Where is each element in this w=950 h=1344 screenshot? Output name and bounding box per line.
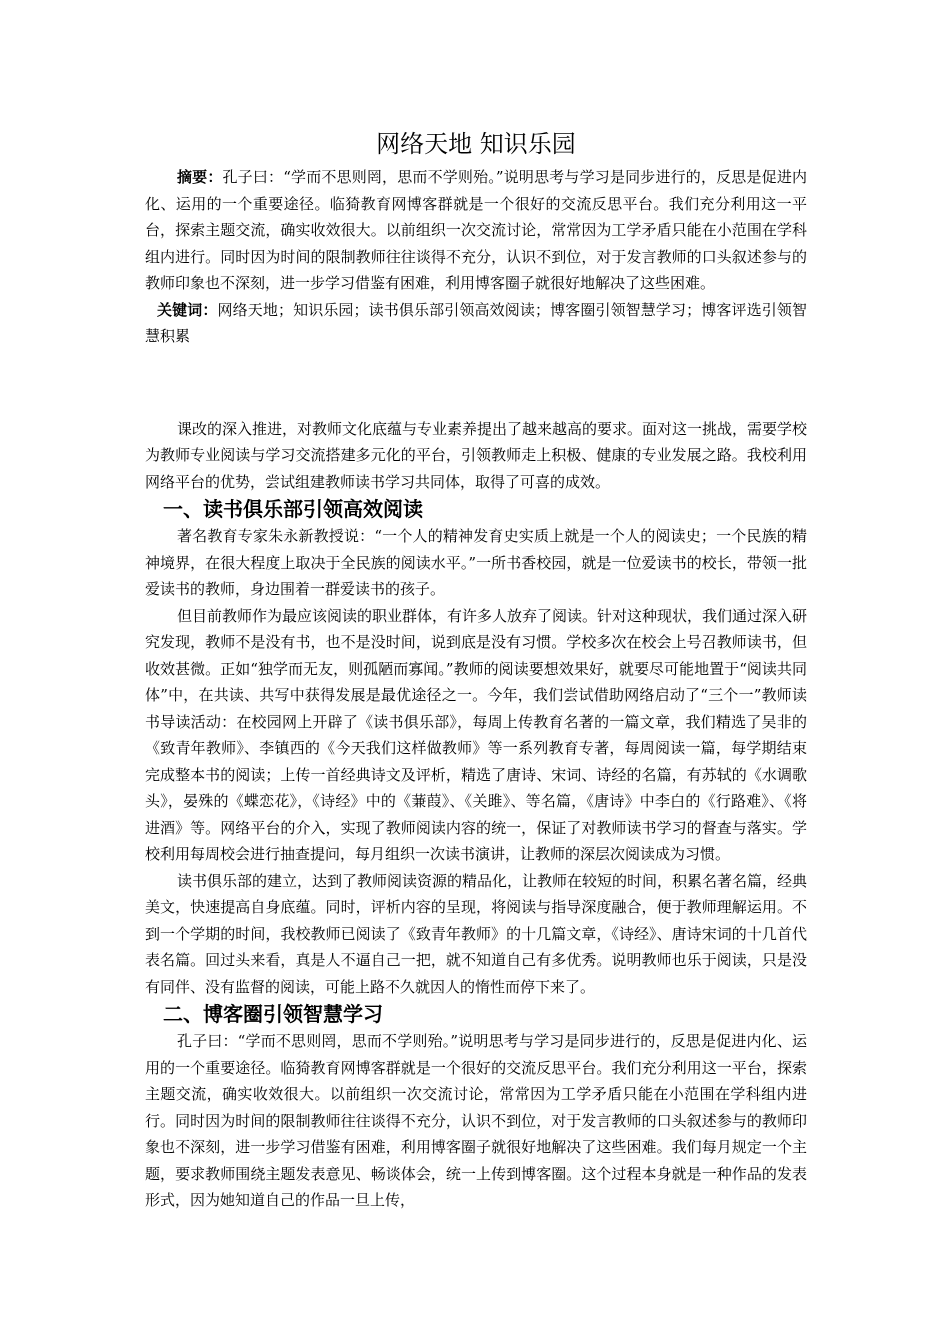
section-2-heading: 二、博客圈引领智慧学习 <box>163 1002 383 1026</box>
keywords-text: 网络天地；知识乐园；读书俱乐部引领高效阅读；博客圈引领智慧学习；博客评选引领智慧积累 <box>145 300 807 345</box>
keywords-paragraph <box>145 297 807 350</box>
spacer <box>145 350 807 416</box>
abstract-label: 摘要： <box>177 168 223 186</box>
abstract-paragraph <box>145 164 807 297</box>
keywords-label: 关键词： <box>157 300 218 319</box>
section-1-paragraph-3: 读书俱乐部的建立，达到了教师阅读资源的精品化，让教师在较短的时间，积累名著名篇，经典美文，快速提高自身底蕴。同时，评析内容的呈现，将阅读与指导深度融合，便于教师理解运用。不到一个学期的时间，我校教师已阅读了《致青年教师》的十几篇文章，《诗经》、唐诗宋词的十几首代表名篇。回过头来看，真是人不逼自己一把，就不知道自己有多优秀。说明教师也乐于阅读，只是没有同伴、没有监督的阅读，可能上路不久就因人的惰性而停下来了。 <box>145 871 808 996</box>
intro-paragraph: 课改的深入推进，对教师文化底蕴与专业素养提出了越来越高的要求。面对这一挑战，需要学校为教师专业阅读与学习交流搭建多元化的平台，引领教师走上积极、健康的专业发展之路。我校利用网络平台的优势，尝试组建教师读书学习共同体，取得了可喜的成效。 <box>145 419 808 491</box>
document-title: 网络天地 知识乐园 <box>376 130 576 158</box>
abstract-text: 孔子曰：“学而不思则罔，思而不学则殆。”说明思考与学习是同步进行的，反思是促进内化、运用的一个重要途径。临猗教育网博客群就是一个很好的交流反思平台。我们充分利用这一平台，探索主题交流，确实收效很大。以前组织一次交流讨论，常常因为工学矛盾只能在小范围在学科组内进行。同时因为时间的限制教师往往谈得不充分，认识不到位，对于发言教师的口头叙述参与的教师印象也不深刻，进一步学习借鉴有困难，利用博客圈子就很好地解决了这些困难。 <box>145 168 807 292</box>
section-1-paragraph-1: 著名教育专家朱永新教授说：“一个人的精神发育史实质上就是一个人的阅读史；一个民族的精神境界，在很大程度上取决于全民族的阅读水平。”一所书香校园，就是一位爱读书的校长，带领一批爱读书的教师，身边围着一群爱读书的孩子。 <box>145 527 807 598</box>
section-1-heading: 一、读书俱乐部引领高效阅读 <box>163 497 423 521</box>
section-2-paragraph-1: 孔子曰：“学而不思则罔，思而不学则殆。”说明思考与学习是同步进行的，反思是促进内化、运用的一个重要途径。临猗教育网博客群就是一个很好的交流反思平台。我们充分利用这一平台，探索主题交流，确实收效很大。以前组织一次交流讨论，常常因为工学矛盾只能在小范围在学科组内进行。同时因为时间的限制教师往往谈得不充分，认识不到位，对于发言教师的口头叙述参与的教师印象也不深刻，进一步学习借鉴有困难，利用博客圈子就很好地解决了这些困难。我们每月规定一个主题，要求教师围绕主题发表意见、畅谈体会，统一上传到博客圈。这个过程本身就是一种作品的发表形式，因为她知道自己的作品一旦上传， <box>145 1032 807 1209</box>
document-page <box>145 128 807 1214</box>
section-1-paragraph-2: 但目前教师作为最应该阅读的职业群体，有许多人放弃了阅读。针对这种现状，我们通过深入研究发现，教师不是没有书，也不是没时间，说到底是没有习惯。学校多次在校会上号召教师读书，但收效甚微。正如“独学而无友，则孤陋而寡闻。”教师的阅读要想效果好，就要尽可能地置于“阅读共同体”中，在共读、共写中获得发展是最优途径之一。今年，我们尝试借助网络启动了“三个一”教师读书导读活动：在校园网上开辟了《读书俱乐部》，每周上传教育名著的一篇文章，我们精选了吴非的《致青年教师》、李镇西的《今天我们这样做教师》等一系列教育专著，每周阅读一篇，每学期结束完成整本书的阅读；上传一首经典诗文及评析，精选了唐诗、宋词、诗经的名篇，有苏轼的《水调歌头》，晏殊的《蝶恋花》，《诗经》中的《蒹葭》、《关雎》、等名篇，《唐诗》中李白的《行路难》、《将进酒》等。网络平台的介入，实现了教师阅读内容的统一，保证了对教师读书学习的督查与落实。学校利用每周校会进行抽查提问，每月组织一次读书演讲，让教师的深层次阅读成为习惯。 <box>145 606 808 863</box>
